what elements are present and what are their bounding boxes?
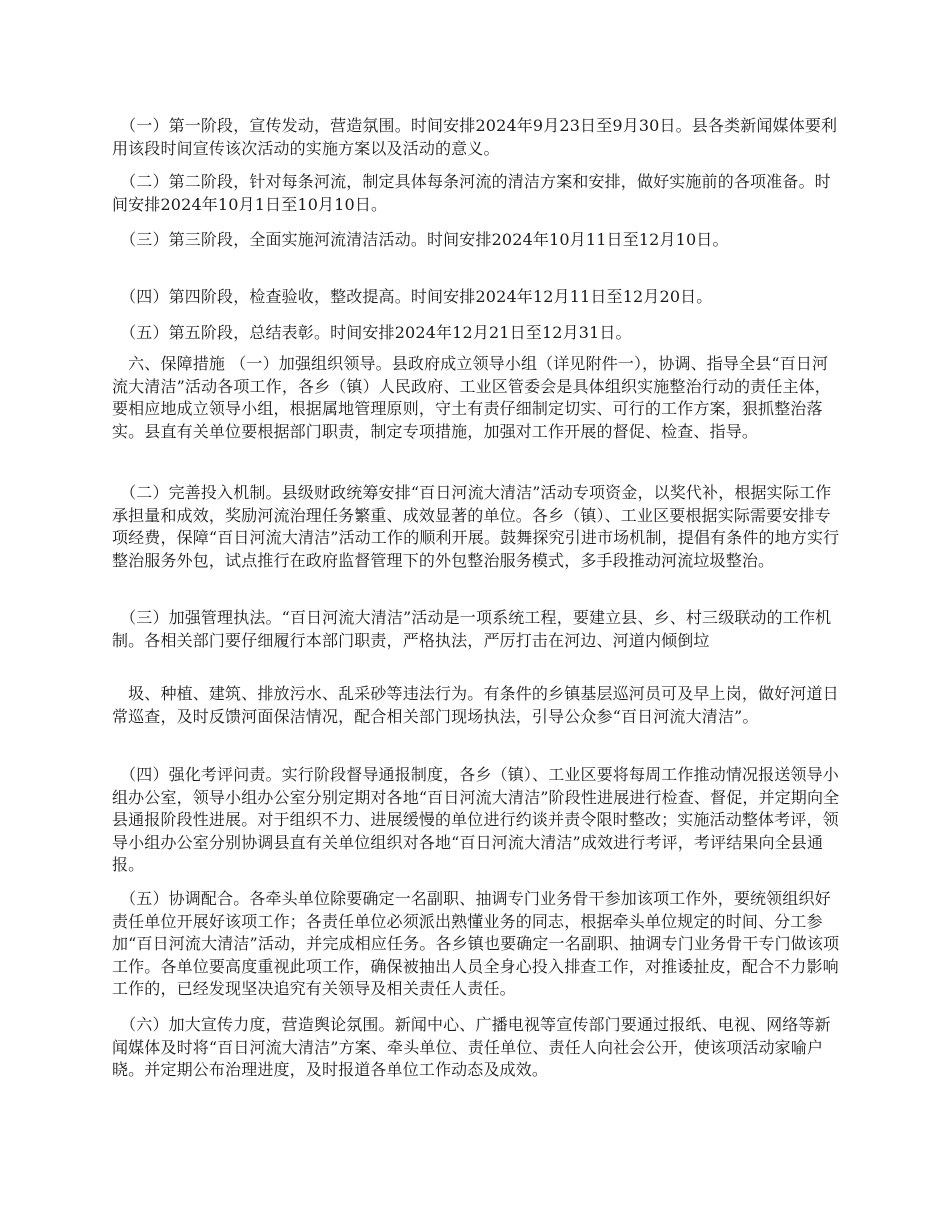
- paragraph-stage-five: （五）第五阶段，总结表彰。时间安排2024年12月21日至12月31日。: [112, 323, 632, 342]
- paragraph-stage-four: （四）第四阶段，检查验收，整改提高。时间安排2024年12月11日至12月20日。: [112, 287, 713, 306]
- paragraph-management-enforcement: （三）加强管理执法。“百日河流大清洁”活动是一项系统工程，要建立县、乡、村三级联动的工作机制。各相关部门要仔细履行本部门职责，严格执法，严厉打击在河边、河道内倾倒垃: [112, 608, 832, 650]
- paragraph-coordination: （五）协调配合。各牵头单位除要确定一名副职、抽调专门业务骨干参加该项工作外，要统领组织好责任单位开展好该项工作；各责任单位必须派出熟懂业务的同志，根据牵头单位规定的时间、分工参加“百日河流大清洁”活动，并完成相应任务。各乡镇也要确定一名副职、抽调专门业务骨干专门做该项工作。各单位要高度重视此项工作，确保被抽出人员全身心投入排查工作，对推诿扯皮，配合不力影响工作的，已经发现坚决追究有关领导及相关责任人责任。: [112, 889, 840, 998]
- paragraph-safeguard-organization: 六、保障措施 （一）加强组织领导。县政府成立领导小组（详见附件一），协调、指导全县“百日河流大清洁”活动各项工作，各乡（镇）人民政府、工业区管委会是具体组织实施整治行动的责任主体，要相应地成立领导小组，根据属地管理原则，守土有责仔细制定切实、可行的工作方案，狠抓整治落实。县直有关单位要根据部门职责，制定专项措施，加强对工作开展的督促、检查、指导。: [112, 354, 831, 441]
- paragraph-publicity: （六）加大宣传力度，营造舆论氛围。新闻中心、广播电视等宣传部门要通过报纸、电视、网络等新闻媒体及时将“百日河流大清洁”方案、牵头单位、责任单位、责任人向社会公开，使该项活动家喻户晓。并定期公布治理进度，及时报道各单位工作动态及成效。: [112, 1015, 831, 1079]
- paragraph-stage-three: （三）第三阶段，全面实施河流清洁活动。时间安排2024年10月11日至12月10日。: [112, 230, 729, 249]
- paragraph-stage-one: （一）第一阶段，宣传发动，营造氛围。时间安排2024年9月23日至9月30日。县各类新闻媒体要利用该段时间宣传该次活动的实施方案以及活动的意义。: [112, 116, 838, 158]
- paragraph-investment-mechanism: （二）完善投入机制。县级财政统筹安排“百日河流大清洁”活动专项资金，以奖代补，根据实际工作承担量和成效，奖励河流治理任务繁重、成效显著的单位。各乡（镇）、工业区要根据实际需要安排专项经费，保障“百日河流大清洁”活动工作的顺利开展。鼓舞探究引进市场机制，提倡有条件的地方实行整治服务外包，试点推行在政府监督管理下的外包整治服务模式，多手段推动河流垃圾整治。: [112, 483, 840, 570]
- paragraph-enforcement-continued: 圾、种植、建筑、排放污水、乱采砂等违法行为。有条件的乡镇基层巡河员可及早上岗，做好河道日常巡查，及时反馈河面保洁情况，配合相关部门现场执法，引导公众参“百日河流大清洁”。: [112, 684, 839, 726]
- paragraph-stage-two: （二）第二阶段，针对每条河流，制定具体每条河流的清洁方案和安排，做好实施前的各项准备。时间安排2024年10月1日至10月10日。: [112, 172, 831, 214]
- paragraph-evaluation-accountability: （四）强化考评问责。实行阶段督导通报制度，各乡（镇）、工业区要将每周工作推动情况报送领导小组办公室，领导小组办公室分别定期对各地“百日河流大清洁”阶段性进展进行检查、督促，并定期向全县通报阶段性进展。对于组织不力、进展缓慢的单位进行约谈并责令限时整改；实施活动整体考评，领导小组办公室分别协调县直有关单位组织对各地“百日河流大清洁”成效进行考评，考评结果向全县通报。: [112, 765, 840, 874]
